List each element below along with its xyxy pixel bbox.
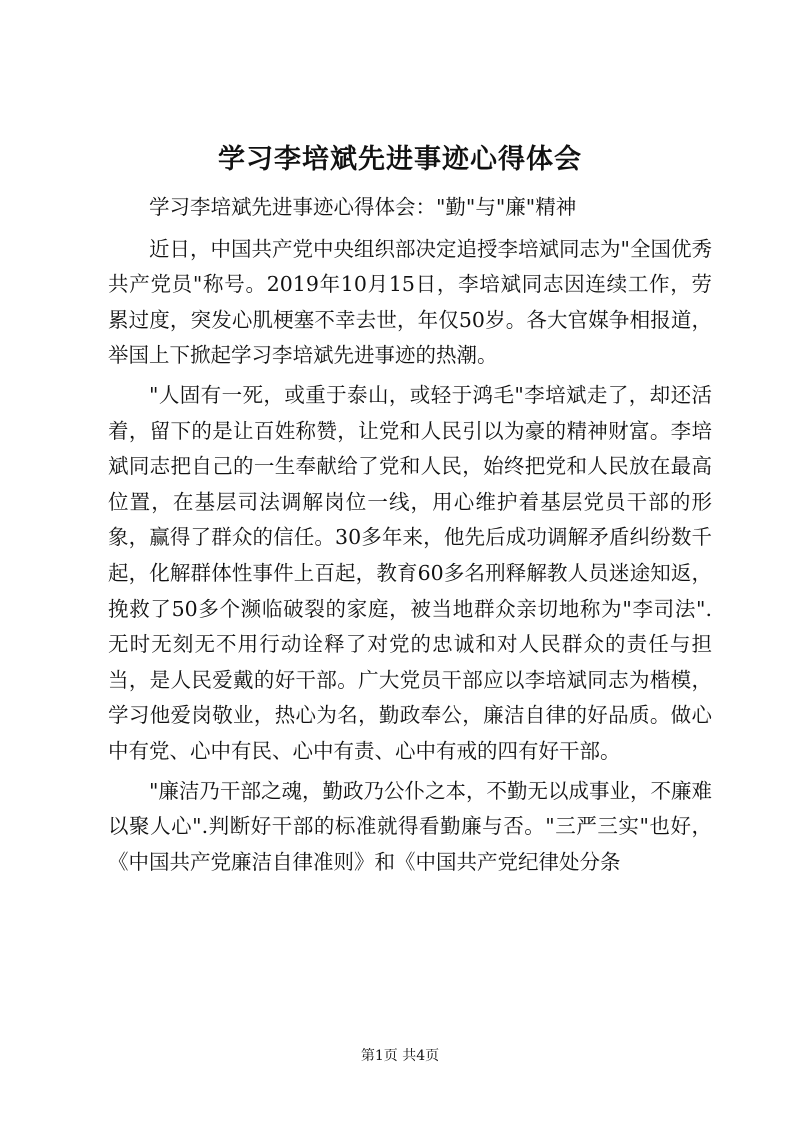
page-number-footer: 第1页 共4页 [360,1048,440,1064]
paragraph-1: 近日，中国共产党中央组织部决定追授李培斌同志为"全国优秀共产党员"称号。2019年10月15日，李培斌同志因连续工作，劳累过度，突发心肌梗塞不幸去世，年仅50岁。各大官媒争相报道，举国上下掀起学习李培斌先进事迹的热潮。 [108,236,712,368]
document-body [108,190,712,884]
document-title: 学习李培斌先进事迹心得体会 [218,144,582,175]
paragraph-2: "人固有一死，或重于泰山，或轻于鸿毛"李培斌走了，却还活着，留下的是让百姓称赞，让党和人民引以为豪的精神财富。李培斌同志把自己的一生奉献给了党和人民，始终把党和人民放在最高位置，在基层司法调解岗位一线，用心维护着基层党员干部的形象，赢得了群众的信任。30多年来，他先后成功调解矛盾纠纷数千起，化解群体性事件上百起，教育60多名刑释解教人员迷途知返，挽救了50多个濒临破裂的家庭，被当地群众亲切地称为"李司法".无时无刻无不用行动诠释了对党的忠诚和对人民群众的责任与担当，是人民爱戴的好干部。广大党员干部应以李培斌同志为楷模，学习他爱岗敬业，热心为名，勤政奉公，廉洁自律的好品质。做心中有党、心中有民、心中有责、心中有戒的四有好干部。 [108,382,712,763]
paragraph-subtitle: 学习李培斌先进事迹心得体会："勤"与"廉"精神 [149,195,577,219]
paragraph-3: "廉洁乃干部之魂，勤政乃公仆之本，不勤无以成事业，不廉难以聚人心".判断好干部的标准就得看勤廉与否。"三严三实"也好，《中国共产党廉洁自律准则》和《中国共产党纪律处分条 [108,778,712,874]
